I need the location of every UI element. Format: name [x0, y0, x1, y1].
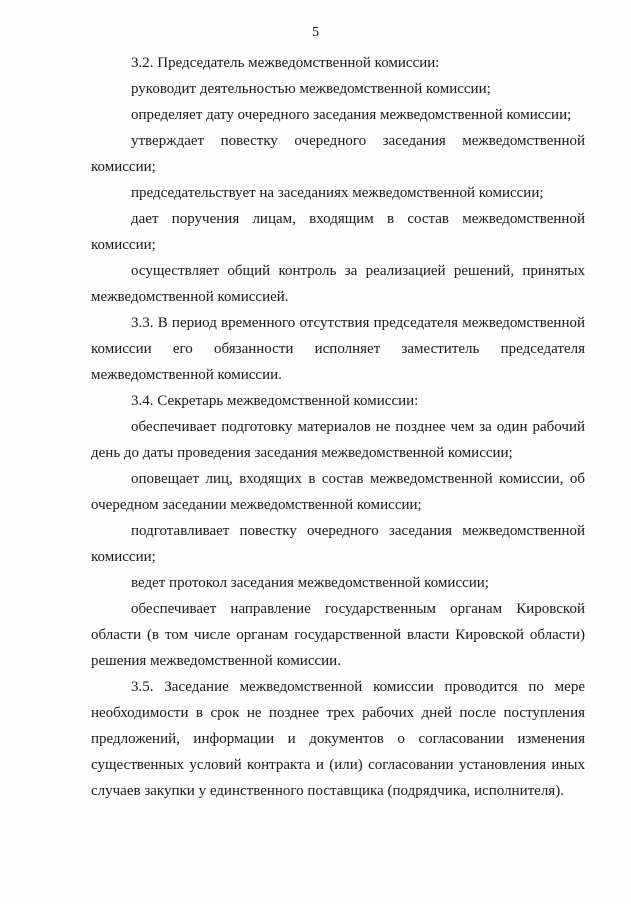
paragraph-secretary-duty-2: оповещает лиц, входящих в состав межведомственной комиссии, об очередном заседании межведомственной комиссии; — [91, 471, 585, 513]
paragraph-chair-duty-2: определяет дату очередного заседания межведомственной комиссии; — [131, 107, 572, 123]
paragraph-3-3: 3.3. В период временного отсутствия председателя межведомственной комиссии его обязанности исполняет заместитель председателя межведомственной комиссии. — [91, 315, 585, 383]
paragraph-3-4-heading: 3.4. Секретарь межведомственной комиссии: — [131, 393, 419, 409]
paragraph-secretary-duty-3: подготавливает повестку очередного заседания межведомственной комиссии; — [91, 523, 585, 565]
document-body — [91, 50, 585, 804]
paragraph-3-5: 3.5. Заседание межведомственной комиссии проводится по мере необходимости в срок не позднее трех рабочих дней после поступления предложений, информации и документов о согласовании изменения существенных условий контракта и (или) согласовании установления иных случаев закупки у единственного поставщика (подрядчика, исполнителя). — [91, 679, 585, 799]
paragraph-secretary-duty-1: обеспечивает подготовку материалов не позднее чем за один рабочий день до даты проведения заседания межведомственной комиссии; — [91, 419, 585, 461]
paragraph-chair-duty-5: дает поручения лицам, входящим в состав межведомственной комиссии; — [91, 211, 585, 253]
paragraph-chair-duty-6: осуществляет общий контроль за реализацией решений, принятых межведомственной комиссией. — [91, 263, 585, 305]
paragraph-secretary-duty-4: ведет протокол заседания межведомственной комиссии; — [131, 575, 489, 591]
paragraph-chair-duty-1: руководит деятельностью межведомственной комиссии; — [131, 81, 491, 97]
page-number: 5 — [312, 25, 319, 40]
paragraph-chair-duty-4: председательствует на заседаниях межведомственной комиссии; — [131, 185, 544, 201]
paragraph-secretary-duty-5: обеспечивает направление государственным органам Кировской области (в том числе органам государственной власти Кировской области) решения межведомственной комиссии. — [91, 601, 585, 669]
paragraph-3-2-heading: 3.2. Председатель межведомственной комиссии: — [131, 55, 440, 71]
paragraph-chair-duty-3: утверждает повестку очередного заседания межведомственной комиссии; — [91, 133, 585, 175]
